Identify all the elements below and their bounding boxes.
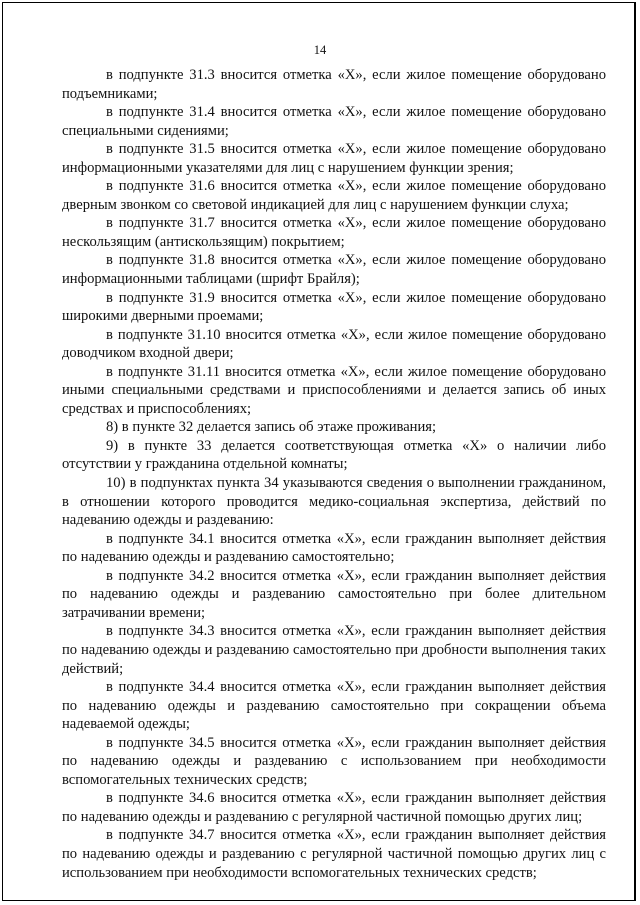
- page-number: 14: [313, 43, 327, 57]
- paragraph: 10) в подпунктах пункта 34 указываются сведения о выполнении гражданином, в отношении которого проводится медико-социальная экспертиза, действий по надеванию одежды и раздеванию:: [62, 475, 606, 529]
- paragraph: в подпункте 31.6 вносится отметка «X», если жилое помещение оборудовано дверным звонком со световой индикацией для лиц с нарушением функции слуха;: [62, 178, 606, 213]
- paragraph: в подпункте 31.3 вносится отметка «X», если жилое помещение оборудовано подъемниками;: [62, 67, 606, 102]
- paragraph: в подпункте 34.5 вносится отметка «X», если гражданин выполняет действия по надеванию одежды и раздеванию с использованием при необходимости вспомогательных технических средств;: [62, 734, 606, 788]
- paragraph: в подпункте 34.3 вносится отметка «X», если гражданин выполняет действия по надеванию одежды и раздеванию самостоятельно при дробности выполнения таких действий;: [62, 623, 606, 677]
- paragraph: в подпункте 34.7 вносится отметка «X», если гражданин выполняет действия по надеванию одежды и раздеванию с регулярной частичной помощью других лиц с использованием при необходимости вспомогательных технических средств;: [62, 827, 606, 881]
- paragraph: в подпункте 31.5 вносится отметка «X», если жилое помещение оборудовано информационными указателями для лиц с нарушением функции зрения;: [62, 141, 606, 176]
- paragraph: в подпункте 34.1 вносится отметка «X», если гражданин выполняет действия по надеванию одежды и раздеванию самостоятельно;: [62, 530, 606, 566]
- paragraph: 9) в пункте 33 делается соответствующая отметка «X» о наличии либо отсутствии у гражданина отдельной комнаты;: [62, 437, 606, 473]
- paragraph: в подпункте 31.8 вносится отметка «X», если жилое помещение оборудовано информационными таблицами (шрифт Брайля);: [62, 252, 606, 288]
- paragraph: в подпункте 31.7 вносится отметка «X», если жилое помещение оборудовано нескользящим (антискользящим) покрытием;: [62, 215, 606, 250]
- paragraph: в подпункте 34.2 вносится отметка «X», если гражданин выполняет действия по надеванию одежды и раздеванию самостоятельно при более длительном затрачивании времени;: [62, 567, 606, 621]
- paragraph: в подпункте 31.4 вносится отметка «X», если жилое помещение оборудовано специальными сидениями;: [62, 104, 606, 139]
- document-body: [62, 66, 606, 882]
- paragraph: в подпункте 31.10 вносится отметка «X», если жилое помещение оборудовано доводчиком входной двери;: [62, 326, 606, 362]
- paragraph: в подпункте 31.11 вносится отметка «X», если жилое помещение оборудовано иными специальными средствами и приспособлениями и делается запись об иных средствах и приспособлениях;: [62, 363, 606, 417]
- paragraph: в подпункте 34.6 вносится отметка «X», если гражданин выполняет действия по надеванию одежды и раздеванию с регулярной частичной помощью других лиц;: [62, 790, 606, 825]
- paragraph: в подпункте 31.9 вносится отметка «X», если жилое помещение оборудовано широкими дверными проемами;: [62, 289, 606, 325]
- paragraph: 8) в пункте 32 делается запись об этаже проживания;: [106, 419, 437, 436]
- paragraph: в подпункте 34.4 вносится отметка «X», если гражданин выполняет действия по надеванию одежды и раздеванию самостоятельно при сокращении объема надеваемой одежды;: [62, 679, 606, 733]
